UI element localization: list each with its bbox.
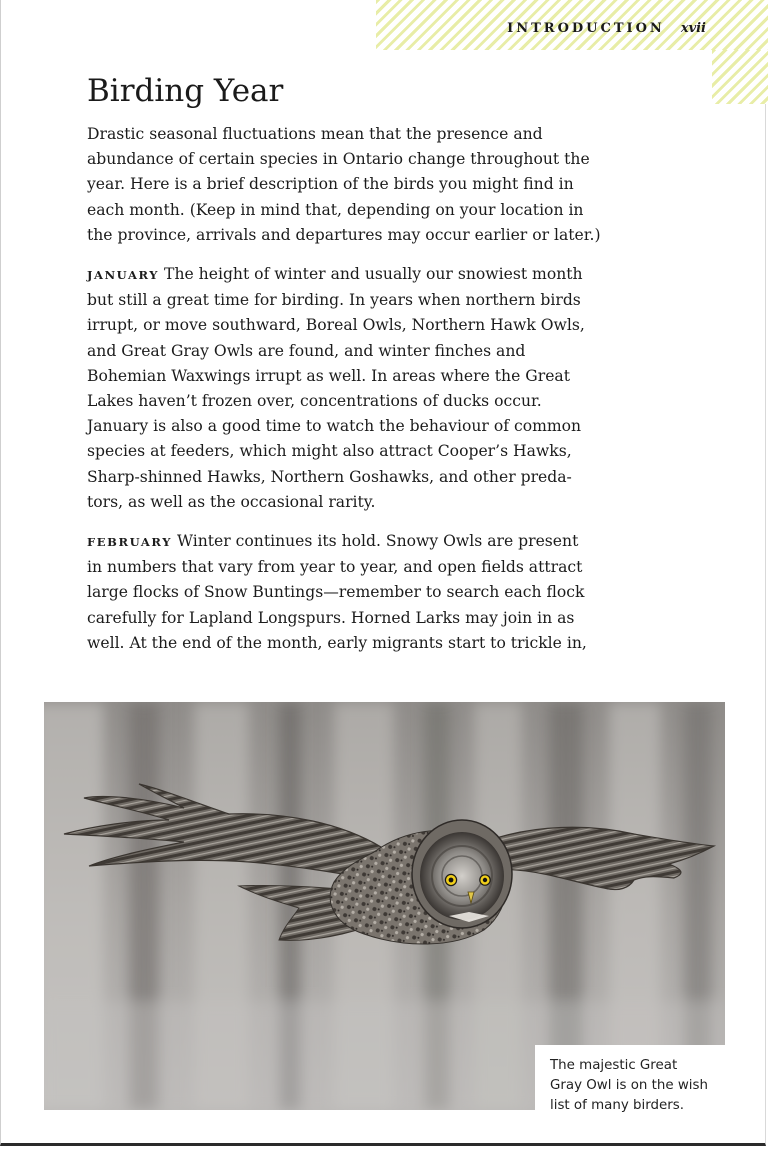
- caption-line: The majestic Great: [550, 1058, 678, 1073]
- text-line: [87, 529, 697, 555]
- photo-caption: [550, 1056, 725, 1116]
- january-paragraph: [87, 262, 697, 515]
- text-line: and Great Gray Owls are found, and winter finches and: [87, 341, 526, 360]
- page-title: Birding Year: [87, 73, 284, 109]
- section-name: INTRODUCTION: [507, 20, 665, 36]
- text-line: well. At the end of the month, early migrants start to trickle in,: [87, 633, 587, 652]
- body-text: [87, 122, 697, 656]
- text-line: irrupt, or move southward, Boreal Owls, Northern Hawk Owls,: [87, 316, 585, 335]
- text-line: large flocks of Snow Buntings—remember to search each flock: [87, 583, 585, 602]
- intro-paragraph: [87, 122, 697, 248]
- text-line: January is also a good time to watch the behaviour of common: [87, 417, 582, 436]
- text-line: tors, as well as the occasional rarity.: [87, 492, 376, 511]
- text-line: but still a great time for birding. In years when northern birds: [87, 291, 581, 310]
- january-label: JANUARY: [87, 268, 160, 283]
- text-line: species at feeders, which might also attract Cooper’s Hawks,: [87, 442, 572, 461]
- text-line: Sharp-shinned Hawks, Northern Goshawks, and other preda-: [87, 467, 572, 486]
- text-line: in numbers that vary from year to year, and open fields attract: [87, 558, 583, 577]
- february-label: FEBRUARY: [87, 535, 173, 550]
- text-line: the province, arrivals and departures may occur earlier or later.): [87, 225, 601, 244]
- text-line: [87, 262, 697, 288]
- february-first-line: Winter continues its hold. Snowy Owls are present: [172, 532, 579, 551]
- text-line: Bohemian Waxwings irrupt as well. In areas where the Great: [87, 366, 570, 385]
- caption-line: Gray Owl is on the wish: [550, 1078, 708, 1093]
- text-line: Lakes haven’t frozen over, concentrations of ducks occur.: [87, 392, 542, 411]
- text-line: carefully for Lapland Longspurs. Horned Larks may join in as: [87, 608, 575, 627]
- caption-line: list of many birders.: [550, 1098, 684, 1113]
- header-stripe-tab: [712, 50, 768, 104]
- text-line: abundance of certain species in Ontario change throughout the: [87, 150, 590, 169]
- january-first-line: The height of winter and usually our snowiest month: [159, 265, 583, 284]
- text-line: each month. (Keep in mind that, depending on your location in: [87, 200, 584, 219]
- running-head: [507, 18, 706, 38]
- text-line: Drastic seasonal fluctuations mean that the presence and: [87, 125, 543, 143]
- photo-caption-box: [535, 1045, 725, 1113]
- text-line: year. Here is a brief description of the birds you might find in: [87, 175, 574, 194]
- february-paragraph: [87, 529, 697, 656]
- page-number: xvii: [680, 20, 706, 36]
